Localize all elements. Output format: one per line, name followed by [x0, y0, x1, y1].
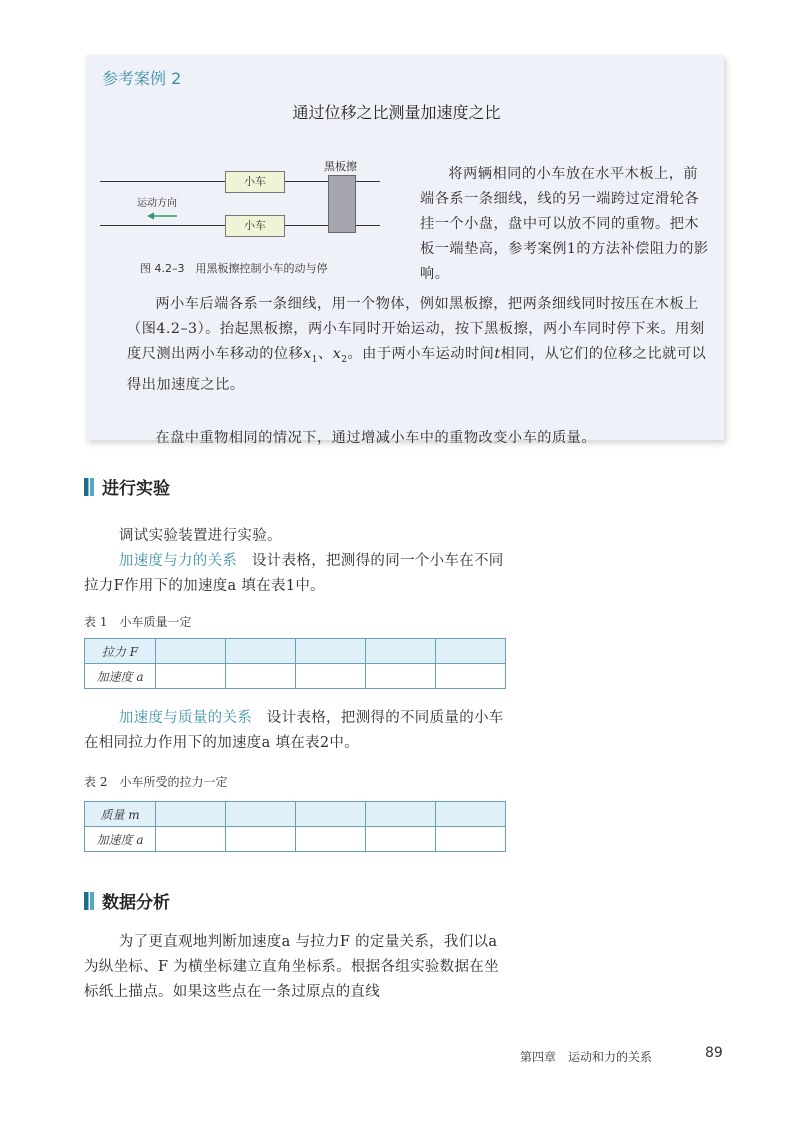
table-row	[85, 802, 506, 827]
section-heading-experiment	[84, 474, 170, 499]
direction-label: 运动方向	[137, 198, 177, 209]
blackboard-eraser	[328, 175, 356, 233]
table1	[84, 638, 506, 689]
table-row	[85, 664, 506, 689]
case-label: 参考案例 2	[102, 69, 182, 88]
case-paragraph-2: 两小车后端各系一条细线，用一个物体，例如黑板擦，把两条细线同时按压在木板上（图4.2–3）。抬起黑板擦，两小车同时开始运动，按下黑板擦，两小车同时停下来。用刻度尺测出两小车移动的位移$x_1$、$x_2$。由于两小车运动时间t相同，从它们的位移之比就可以得出加速度之比。	[127, 296, 707, 393]
page-number: 89	[705, 1045, 723, 1061]
eraser-label: 黑板擦	[324, 160, 357, 173]
table1-caption: 表 1 小车质量一定	[84, 615, 192, 629]
table2-row-mass: 质量 m	[85, 802, 156, 827]
term-mass-relation: 加速度与质量的关系	[118, 710, 252, 726]
table2	[84, 801, 506, 852]
table-row	[85, 827, 506, 852]
table-row	[85, 639, 506, 664]
figure-caption: 图 4.2–3 用黑板擦控制小车的动与停	[140, 262, 328, 275]
section-title: 数据分析	[102, 893, 170, 913]
case-paragraph-1: 将两辆相同的小车放在水平木板上，前端各系一条细线，线的另一端跨过定滑轮各挂一个小盘，盘中可以放不同的重物。把木板一端垫高，参考案例1的方法补偿阻力的影响。	[420, 166, 709, 282]
section-bar-icon	[84, 478, 94, 496]
paragraph-analysis: 为了更直观地判断加速度a 与拉力F 的定量关系，我们以a 为纵坐标、F 为横坐标建立直角坐标系。根据各组实验数据在坐标纸上描点。如果这些点在一条过原点的直线	[84, 934, 499, 1000]
case-title: 通过位移之比测量加速度之比	[292, 103, 501, 122]
section-bar-icon	[84, 892, 94, 910]
section-title: 进行实验	[102, 479, 170, 499]
paragraph-mass-relation: 加速度与质量的关系 设计表格，把测得的不同质量的小车在相同拉力作用下的加速度a 填在表2中。	[84, 710, 504, 751]
term-force-relation: 加速度与力的关系	[118, 553, 238, 569]
table1-row-force: 拉力 F	[85, 639, 156, 664]
case-paragraph-3: 在盘中重物相同的情况下，通过增减小车中的重物改变小车的质量。	[155, 430, 597, 446]
paragraph-run-experiment: 调试实验装置进行实验。	[119, 528, 282, 544]
car-top: 小车	[225, 171, 285, 193]
table2-caption: 表 2 小车所受的拉力一定	[84, 775, 228, 789]
chapter-footer: 第四章 运动和力的关系	[520, 1050, 653, 1064]
section-heading-analysis	[84, 888, 170, 913]
paragraph-force-relation: 加速度与力的关系 设计表格，把测得的同一个小车在不同拉力F作用下的加速度a 填在表1中。	[84, 553, 504, 594]
left-arrow-icon	[147, 212, 179, 220]
car-bottom: 小车	[225, 215, 285, 237]
table1-row-acceleration: 加速度 a	[85, 664, 156, 689]
table2-row-acceleration: 加速度 a	[85, 827, 156, 852]
